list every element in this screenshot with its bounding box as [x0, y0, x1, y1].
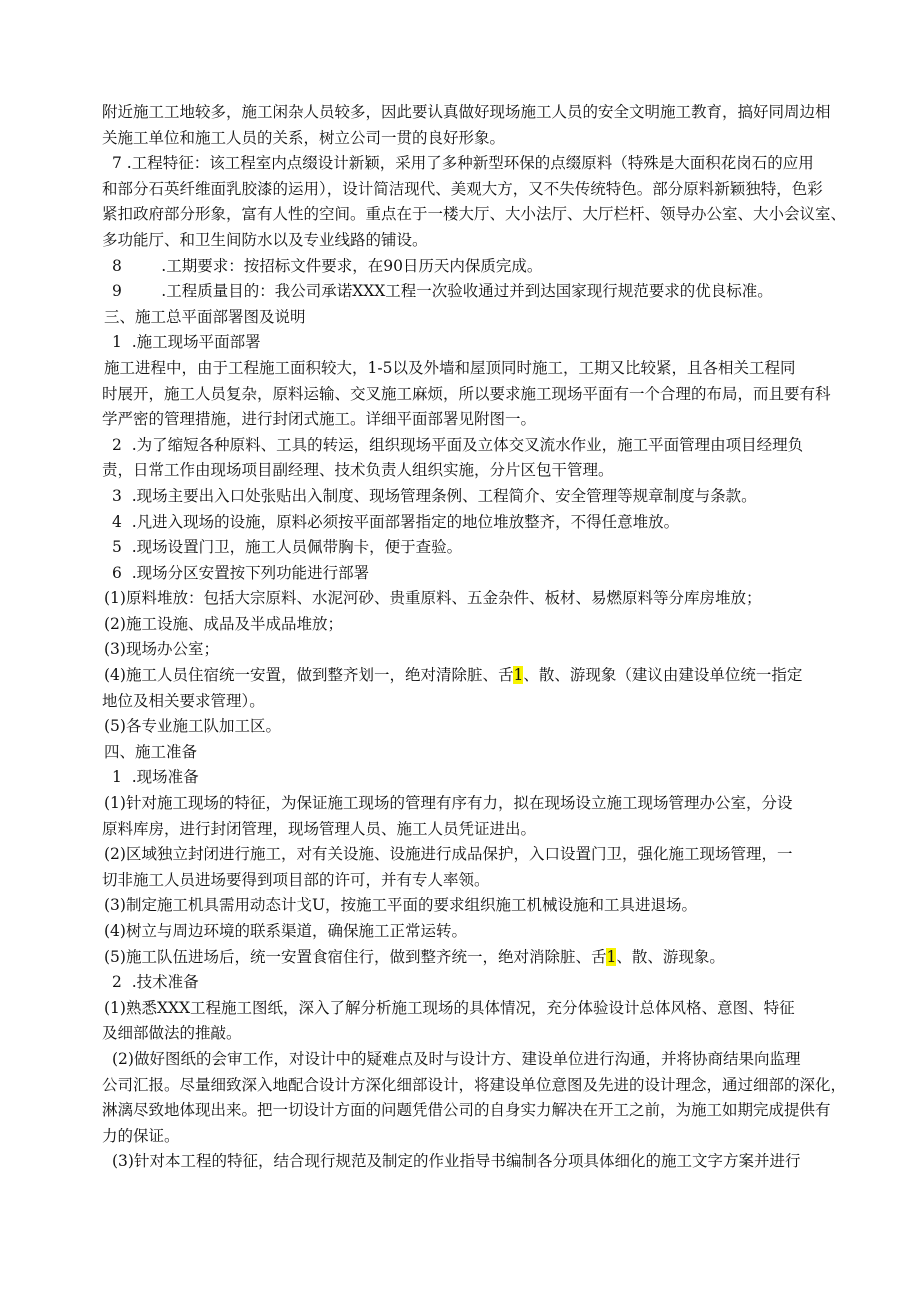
text-line: 淋漓尽致地体现出来。把一切设计方面的问题凭借公司的自身实力解决在开工之前，为施工如期完成提供有	[102, 1101, 831, 1120]
text-line: 力的保证。	[102, 1126, 180, 1145]
text-line: 5 .现场设置门卫，施工人员佩带胸卡，便于查验。	[112, 538, 463, 557]
text-line: (1)熟悉XXX工程施工图纸，深入了解分析施工现场的具体情况，充分体验设计总体风格、意图、特征	[104, 998, 795, 1017]
text-line: 2 .为了缩短各种原料、工具的转运，组织现场平面及立体交叉流水作业，施工平面管理由项目经理负	[112, 435, 804, 454]
text-line: 7 .工程特征：该工程室内点缀设计新颖，采用了多种新型环保的点缀原料（特殊是大面积花岗石的应用	[112, 154, 814, 173]
text-line: 8 .工期要求：按招标文件要求，在90日历天内保质完成。	[112, 256, 543, 275]
text-line: 关施工单位和施工人员的关系，树立公司一贯的良好形象。	[102, 128, 506, 147]
text-span: 、散、游现象（建议由建设单位统一指定	[523, 666, 803, 685]
text-line	[102, 945, 858, 971]
text-line: (2)施工设施、成品及半成品堆放；	[104, 614, 343, 633]
text-span: (5)施工队伍进场后，统一安置食宿住行，做到整齐统一，绝对消除脏、舌	[104, 947, 607, 966]
subsection-heading: 1 .现场准备	[112, 768, 199, 787]
text-line: (4)树立与周边环境的联系渠道，确保施工正常运转。	[104, 922, 467, 940]
text-line: 4 .凡进入现场的设施，原料必须按平面部署指定的地位堆放整齐，不得任意堆放。	[112, 512, 680, 531]
text-line: (2)区域独立封闭进行施工，对有关设施、设施进行成品保护，入口设置门卫，强化施工现场管理，一	[104, 845, 793, 864]
text-span: 、散、游现象。	[616, 947, 725, 966]
text-line: (1)原料堆放：包括大宗原料、水泥河砂、贵重原料、五金杂件、板材、易燃原料等分库房堆放；	[104, 589, 762, 608]
text-line: (3)现场办公室；	[104, 640, 219, 659]
text-line: (5)各专业施工队加工区。	[104, 717, 281, 736]
text-line: 地位及相关要求管理）。	[102, 691, 265, 710]
text-line: 及细部做法的推敲。	[102, 1024, 242, 1043]
text-line: 施工进程中，由于工程施工面积较大，1-5以及外墙和屋顶同时施工，工期又比较紧，且各相关工程同	[104, 358, 796, 377]
text-line: 学严密的管理措施，进行封闭式施工。详细平面部署见附图一。	[102, 410, 537, 429]
text-line: (1)针对施工现场的特征，为保证施工现场的管理有序有力，拟在现场设立施工现场管理办公室，分设	[104, 794, 793, 813]
subsection-heading: 1 .施工现场平面部署	[112, 333, 261, 352]
text-line: 责，日常工作由现场项目副经理、技术负责人组织实施，分片区包干管理。	[102, 461, 614, 480]
text-line: 附近施工工地较多，施工闲杂人员较多，因此要认真做好现场施工人员的安全文明施工教育，搞好同周边相	[102, 103, 831, 121]
text-line: 9 .工程质量目的：我公司承诺XXX工程一次验收通过并到达国家现行规范要求的优良标准。	[112, 282, 773, 301]
text-line: 切非施工人员进场要得到项目部的许可，并有专人率领。	[102, 870, 490, 889]
text-line	[102, 663, 858, 689]
highlighted-text: 1	[513, 666, 524, 685]
text-line: 多功能厅、和卫生间防水以及专业线路的铺设。	[102, 230, 428, 249]
text-span: (4)施工人员住宿统一安置，做到整齐划一，绝对清除脏、舌	[104, 666, 514, 685]
text-line: 3 .现场主要出入口处张贴出入制度、现场管理条例、工程简介、安全管理等规章制度与条款。	[112, 486, 757, 505]
subsection-heading: 2 .技术准备	[112, 973, 199, 992]
text-line: 公司汇报。尽量细致深入地配合设计方深化细部设计，将建设单位意图及先进的设计理念，通过细部的深化，	[102, 1075, 847, 1094]
text-line: (3)制定施工机具需用动态计戈U，按施工平面的要求组织施工机械设施和工具进退场。	[104, 896, 698, 915]
section-heading: 四、施工准备	[104, 742, 198, 761]
text-line: 时展开，施工人员复杂，原料运输、交叉施工麻烦，所以要求施工现场平面有一个合理的布局，而且要有科	[102, 384, 831, 403]
text-line: 6 .现场分区安置按下列功能进行部署	[112, 563, 370, 582]
text-line: 原料库房，进行封闭管理，现场管理人员、施工人员凭证进出。	[102, 819, 537, 838]
highlighted-text: 1	[606, 947, 617, 966]
text-line: 紧扣政府部分形象，富有人性的空间。重点在于一楼大厅、大小法厅、大厅栏杆、领导办公室、大小会议室、	[102, 205, 847, 224]
text-line: (2)做好图纸的会审工作，对设计中的疑难点及时与设计方、建设单位进行沟通，并将协商结果向监理	[112, 1049, 801, 1068]
text-line: (3)针对本工程的特征，结合现行规范及制定的作业指导书编制各分项具体细化的施工文字方案并进行	[112, 1152, 801, 1171]
section-heading: 三、施工总平面部署图及说明	[104, 307, 306, 326]
text-line: 和部分石英纤维面乳胶漆的运用），设计简洁现代、美观大方，又不失传统特色。部分原料新颖独特，色彩	[102, 179, 823, 198]
